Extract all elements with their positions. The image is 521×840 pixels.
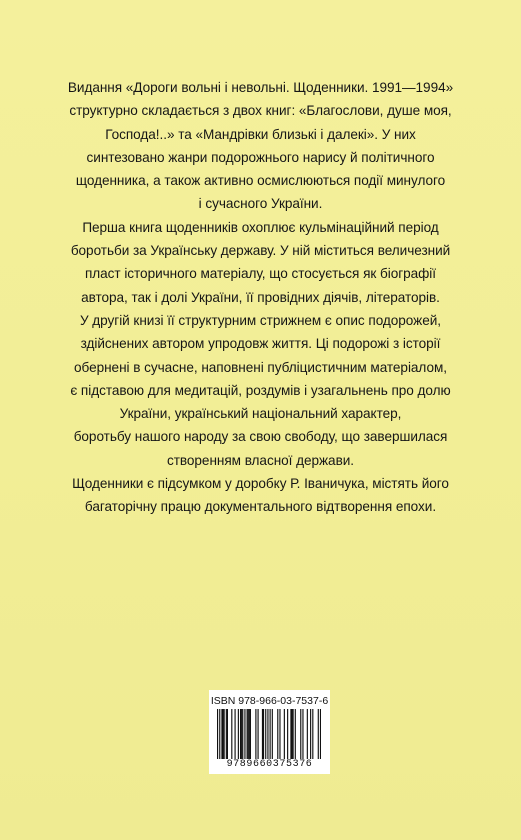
barcode-bar <box>302 709 303 759</box>
barcode-bar <box>217 709 218 759</box>
annotation-paragraph-4 <box>50 472 471 519</box>
barcode-bar <box>249 709 250 759</box>
annotation-line: синтезовано жанри подорожнього нарису й політичного <box>86 149 435 165</box>
barcode-bar <box>221 709 222 759</box>
annotation-line: і сучасного України. <box>198 196 323 212</box>
annotation-line: У другій книзі її структурним стрижнем є опис подорожей, <box>79 312 441 328</box>
barcode-bar <box>250 709 251 759</box>
barcode-bar <box>312 709 313 759</box>
barcode-bar <box>227 709 228 759</box>
barcode-bar <box>287 709 288 759</box>
barcode-bar <box>284 709 285 759</box>
annotation-paragraph-3 <box>50 309 471 472</box>
barcode-bar <box>291 709 292 759</box>
barcode-bar <box>222 709 223 759</box>
annotation-text <box>50 76 471 519</box>
annotation-line: є підставою для медитацій, роздумів і узагальнень про долю <box>70 382 451 398</box>
barcode-bar <box>290 709 291 759</box>
barcode-bar <box>258 709 259 759</box>
annotation-line: Перша книга щоденників охоплює кульмінаційний період <box>82 219 439 235</box>
annotation-line: пласт історичного матеріалу, що стосується як біографії <box>84 266 437 282</box>
barcode-bar <box>307 709 308 759</box>
barcode-bar <box>235 709 236 759</box>
barcode-bar <box>240 709 241 759</box>
barcode-bar <box>231 709 232 759</box>
barcode-bar <box>224 709 225 759</box>
barcode-bar <box>277 709 278 759</box>
barcode-bar <box>293 709 294 759</box>
annotation-line: багаторічну працю документального відтворення епохи. <box>84 499 437 515</box>
barcode-bar <box>255 709 256 759</box>
annotation-line: України, український національний характер, <box>119 406 402 422</box>
annotation-line: обернені в сучасне, наповнені публіцистичним матеріалом, <box>73 359 447 375</box>
barcode-bar <box>310 709 311 759</box>
annotation-line: боротьбу нашого народу за свою свободу, що завершилася <box>73 429 448 445</box>
annotation-line: Видання «Дороги вольні і невольні. Щоденники. 1991—1994» <box>67 80 454 95</box>
annotation-line: автора, так і долі України, її провідних діячів, літераторів. <box>81 289 440 305</box>
barcode-bar <box>272 709 273 759</box>
barcode-bar <box>262 709 263 759</box>
annotation-paragraph-1 <box>50 76 471 216</box>
barcode-bar <box>318 709 319 759</box>
barcode-icon <box>217 709 321 759</box>
barcode-bar <box>270 709 271 759</box>
annotation-line: структурно складається з двох книг: «Благослови, душе моя, <box>69 103 452 119</box>
annotation-line: створенням власної держави. <box>166 452 355 468</box>
barcode-bar <box>263 709 264 759</box>
barcode-block <box>209 690 330 774</box>
isbn-label: ISBN 978-966-03-7537-6 <box>210 695 329 707</box>
barcode-bar <box>247 709 248 759</box>
barcode-bar <box>320 709 321 759</box>
barcode-bar <box>300 709 301 759</box>
barcode-bar <box>226 709 227 759</box>
barcode-digits: 9789660375376 <box>226 759 313 770</box>
barcode-bar <box>279 709 280 759</box>
annotation-line: щоденника, а також активно осмислюються події минулого <box>75 173 446 189</box>
barcode-bar <box>241 709 242 759</box>
annotation-line: Щоденники є підсумком у доробку Р. Іваничука, містять його <box>72 476 449 492</box>
barcode-bar <box>244 709 245 759</box>
barcode-bar <box>219 709 220 759</box>
barcode-bar <box>267 709 268 759</box>
annotation-line: боротьби за Українську державу. У ній міститься величезний <box>70 243 451 259</box>
annotation-line: Господа!..» та «Мандрівки близькі і далекі». У них <box>105 126 416 142</box>
annotation-paragraph-2 <box>50 216 471 309</box>
annotation-line: здійснених автором упродовж життя. Ці подорожі з історії <box>80 336 441 352</box>
barcode-bar <box>242 709 243 759</box>
barcode-bar <box>248 709 249 759</box>
barcode-bar <box>295 709 296 759</box>
barcode-bar <box>238 709 239 759</box>
barcode-bar <box>265 709 266 759</box>
